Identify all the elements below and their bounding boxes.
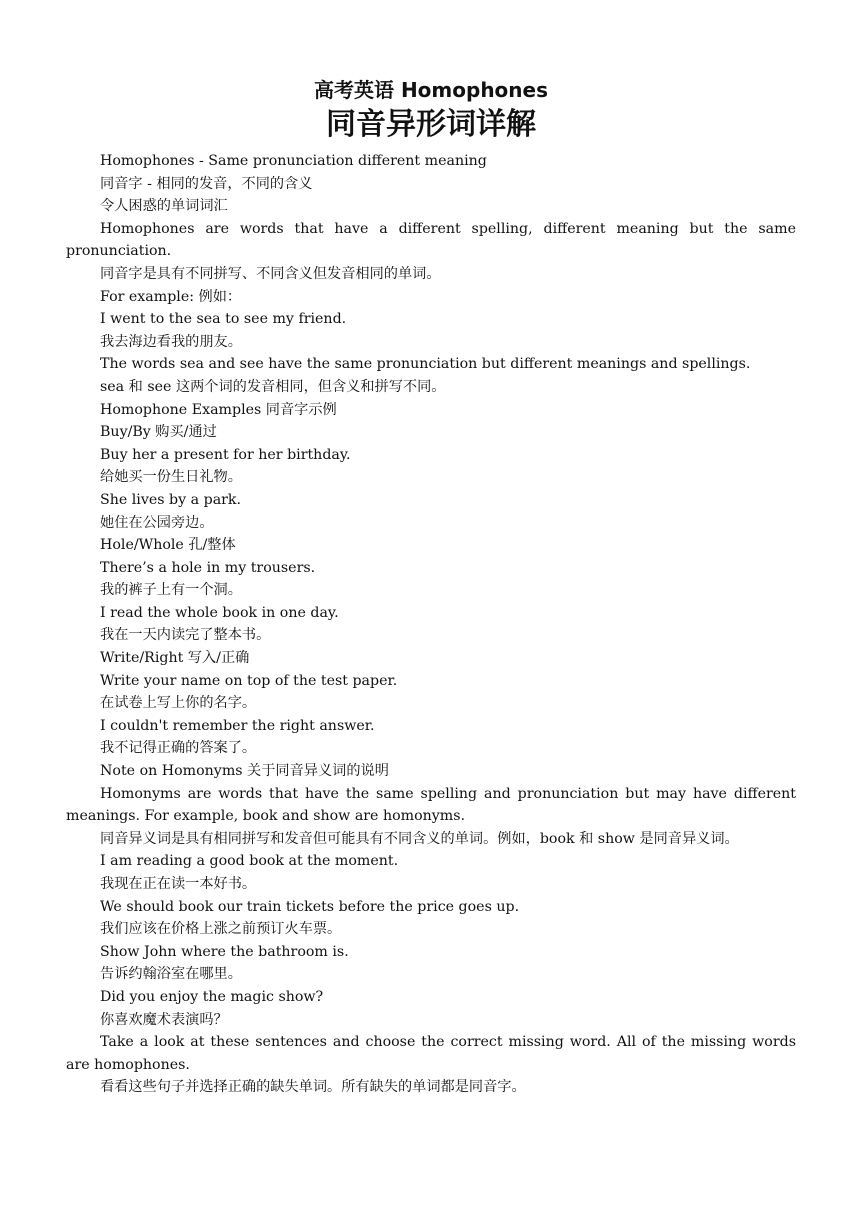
paragraph: Show John where the bathroom is. (100, 943, 349, 960)
paragraph: For example: 例如： (100, 288, 242, 305)
paragraph: I am reading a good book at the moment. (100, 853, 399, 870)
paragraph: Take a look at these sentences and choose the correct missing word. All of the missing words are homophones. (66, 1034, 796, 1073)
paragraph: 我们应该在价格上涨之前预订火车票。 (100, 921, 342, 938)
paragraph: Note on Homonyms 关于同音异义词的说明 (100, 763, 389, 780)
document-title-line1: 高考英语 Homophones (313, 78, 549, 102)
paragraph: Write/Right 写入/正确 (100, 650, 250, 667)
paragraph: 她住在公园旁边。 (100, 514, 214, 531)
paragraph: 我不记得正确的答案了。 (100, 740, 257, 757)
paragraph: Write your name on top of the test paper. (100, 672, 398, 689)
paragraph: Homophone Examples 同音字示例 (100, 401, 337, 418)
paragraph: Homophones - Same pronunciation different meaning (100, 153, 487, 169)
paragraph: I couldn't remember the right answer. (100, 717, 375, 734)
paragraph: 令人困惑的单词词汇 (100, 198, 228, 215)
paragraph: The words sea and see have the same pronunciation but different meanings and spellings. (100, 356, 751, 373)
paragraph: Did you enjoy the magic show? (100, 988, 324, 1005)
paragraph: 你喜欢魔术表演吗？ (100, 1011, 228, 1028)
paragraph: 给她买一份生日礼物。 (100, 469, 242, 486)
document-title-line2: 同音异形词详解 (326, 107, 536, 142)
document-page (66, 76, 796, 1099)
paragraph: 同音异义词是具有相同拼写和发音但可能具有不同含义的单词。例如，book 和 show 是同音异义词。 (100, 830, 739, 847)
paragraph: 告诉约翰浴室在哪里。 (100, 966, 242, 983)
paragraph: There’s a hole in my trousers. (100, 559, 316, 576)
paragraph: 我的裤子上有一个洞。 (100, 582, 242, 599)
paragraph: Homophones are words that have a different spelling, different meaning but the same pronunciation. (66, 220, 796, 260)
paragraph: 在试卷上写上你的名字。 (100, 695, 257, 712)
paragraph: sea 和 see 这两个词的发音相同，但含义和拼写不同。 (100, 378, 446, 395)
paragraph: 看看这些句子并选择正确的缺失单词。所有缺失的单词都是同音字。 (100, 1079, 526, 1096)
paragraph: She lives by a park. (100, 491, 242, 508)
paragraph: 我在一天内读完了整本书。 (100, 627, 271, 644)
paragraph: Buy her a present for her birthday. (100, 446, 351, 463)
paragraph: 我去海边看我的朋友。 (100, 333, 242, 350)
document-body (66, 150, 796, 1099)
paragraph: I went to the sea to see my friend. (100, 311, 347, 328)
paragraph: We should book our train tickets before the price goes up. (100, 898, 520, 915)
paragraph: Homonyms are words that have the same spelling and pronunciation but may have different meanings. For example, book and show are homonyms. (66, 785, 796, 825)
paragraph: 我现在正在读一本好书。 (100, 876, 257, 892)
paragraph: Hole/Whole 孔/整体 (100, 537, 236, 554)
paragraph: I read the whole book in one day. (100, 604, 339, 621)
paragraph: 同音字 - 相同的发音，不同的含义 (100, 175, 313, 192)
paragraph: Buy/By 购买/通过 (100, 424, 217, 441)
paragraph: 同音字是具有不同拼写、不同含义但发音相同的单词。 (100, 265, 441, 282)
